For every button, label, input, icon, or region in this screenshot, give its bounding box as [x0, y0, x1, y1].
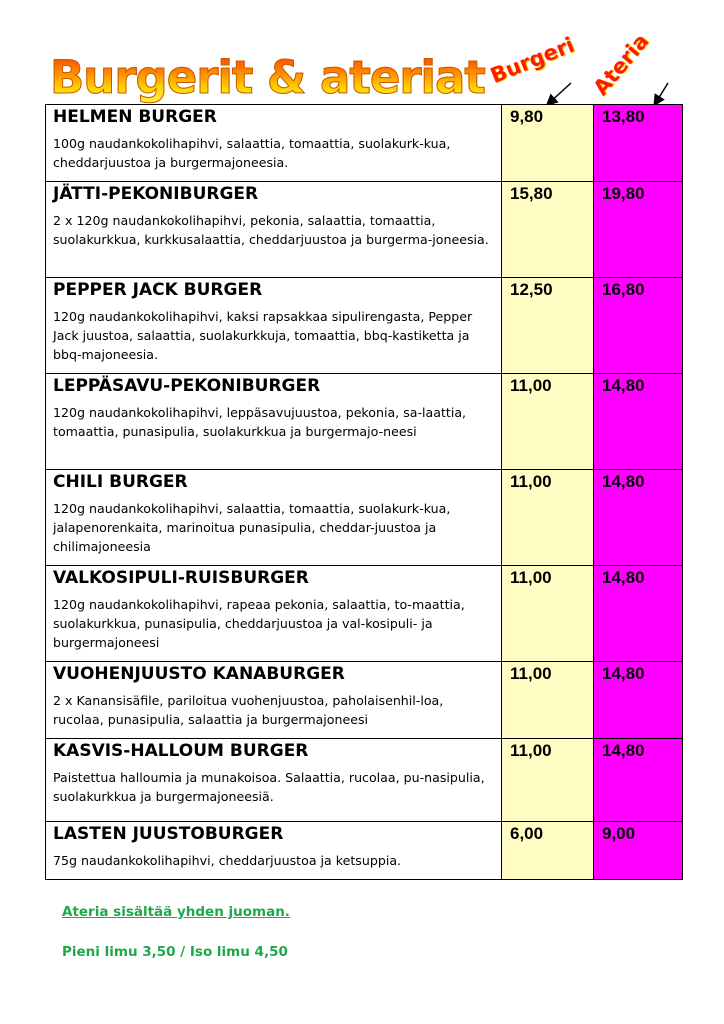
meal-price-cell [594, 739, 683, 822]
burger-price: 11,00 [510, 376, 552, 395]
meal-price: 14,80 [602, 741, 645, 760]
burger-column-label: Burgeri [487, 32, 578, 88]
menu-item-cell [46, 105, 502, 182]
burger-price-cell [502, 278, 594, 374]
burger-price: 12,50 [510, 280, 553, 299]
item-description: 75g naudankokolihapihvi, cheddarjuustoa ja ketsuppia. [53, 853, 402, 868]
item-name: JÄTTI-PEKONIBURGER [53, 184, 259, 204]
meal-arrow-icon [655, 83, 668, 104]
menu-item-cell [46, 662, 502, 739]
menu-row [46, 470, 683, 566]
item-description: Paistettua halloumia ja munakoisoa. Salaattia, rucolaa, pu-nasipulia, suolakurkkua ja burgermajoneesiä. [53, 770, 485, 804]
item-name: HELMEN BURGER [53, 107, 217, 127]
burger-price-cell [502, 566, 594, 662]
item-name: VALKOSIPULI-RUISBURGER [53, 568, 309, 588]
burger-price-cell [502, 470, 594, 566]
meal-price: 14,80 [602, 664, 645, 683]
drink-prices-note: Pieni limu 3,50 / Iso limu 4,50 [62, 944, 288, 960]
item-description: 100g naudankokolihapihvi, salaattia, tomaattia, suolakurk-kua, cheddarjuustoa ja burgermajoneesia. [53, 136, 451, 170]
meal-price: 13,80 [602, 107, 645, 126]
menu-item-cell [46, 470, 502, 566]
meal-price: 14,80 [602, 376, 645, 395]
item-name: CHILI BURGER [53, 472, 188, 492]
burger-price-cell [502, 739, 594, 822]
menu-item-cell [46, 278, 502, 374]
burger-arrow-icon [548, 83, 571, 104]
meal-price: 16,80 [602, 280, 645, 299]
item-description: 2 x Kanansisäfile, pariloitua vuohenjuustoa, paholaisenhil-loa, rucolaa, punasipulia, salaattia ja burgermajoneesi [53, 693, 444, 727]
meal-price-cell [594, 662, 683, 739]
burger-price: 11,00 [510, 664, 552, 683]
meal-price: 14,80 [602, 568, 645, 587]
menu-row [46, 278, 683, 374]
meal-price-cell [594, 822, 683, 880]
item-name: LASTEN JUUSTOBURGER [53, 824, 284, 844]
burger-price-cell [502, 822, 594, 880]
burger-price-cell [502, 105, 594, 182]
burger-price: 6,00 [510, 824, 544, 843]
item-description: 120g naudankokolihapihvi, salaattia, tomaattia, suolakurk-kua, jalapenorenkaita, marinoitua punasipulia, cheddar-juustoa ja chilimajoneesia [53, 501, 451, 554]
meal-price-cell [594, 105, 683, 182]
meal-price-cell [594, 182, 683, 278]
item-name: LEPPÄSAVU-PEKONIBURGER [53, 376, 321, 396]
menu-row [46, 566, 683, 662]
menu-row [46, 182, 683, 278]
menu-row [46, 374, 683, 470]
meal-column-label: Ateria [588, 29, 654, 100]
item-description: 120g naudankokolihapihvi, leppäsavujuustoa, pekonia, sa-laattia, tomaattia, punasipulia, suolakurkkua ja burgermajo-neesi [53, 405, 467, 439]
menu-row [46, 739, 683, 822]
menu-table [45, 104, 683, 880]
meal-price-cell [594, 566, 683, 662]
menu-item-cell [46, 566, 502, 662]
burger-price: 11,00 [510, 568, 552, 587]
item-description: 120g naudankokolihapihvi, kaksi rapsakkaa sipulirengasta, Pepper Jack juustoa, salaattia, suolakurkkuja, tomaattia, bbq-kastiketta ja bbq-majoneesia. [53, 309, 473, 362]
item-description: 120g naudankokolihapihvi, rapeaa pekonia, salaattia, to-maattia, suolakurkkua, punasipulia, cheddarjuustoa ja val-kosipuli- ja burgermajoneesi [53, 597, 465, 650]
menu-row [46, 105, 683, 182]
burger-price: 9,80 [510, 107, 544, 126]
meal-price-cell [594, 374, 683, 470]
item-name: PEPPER JACK BURGER [53, 280, 263, 300]
page-title: Burgerit & ateriat [50, 51, 485, 104]
meal-price: 14,80 [602, 472, 645, 491]
burger-price: 15,80 [510, 184, 553, 203]
meal-info-note: Ateria sisältää yhden juoman. [62, 904, 290, 920]
meal-price-cell [594, 278, 683, 374]
menu-item-cell [46, 739, 502, 822]
burger-price-cell [502, 374, 594, 470]
burger-price: 11,00 [510, 472, 552, 491]
burger-price-cell [502, 662, 594, 739]
item-name: VUOHENJUUSTO KANABURGER [53, 664, 345, 684]
meal-price-cell [594, 470, 683, 566]
menu-item-cell [46, 822, 502, 880]
burger-price: 11,00 [510, 741, 552, 760]
menu-row [46, 662, 683, 739]
menu-item-cell [46, 182, 502, 278]
item-name: KASVIS-HALLOUM BURGER [53, 741, 309, 761]
meal-price: 9,00 [602, 824, 636, 843]
burger-price-cell [502, 182, 594, 278]
menu-item-cell [46, 374, 502, 470]
item-description: 2 x 120g naudankokolihapihvi, pekonia, salaattia, tomaattia, suolakurkkua, kurkkusalaattia, cheddarjuustoa ja burgerma-joneesia. [53, 213, 489, 247]
menu-row [46, 822, 683, 880]
meal-price: 19,80 [602, 184, 645, 203]
